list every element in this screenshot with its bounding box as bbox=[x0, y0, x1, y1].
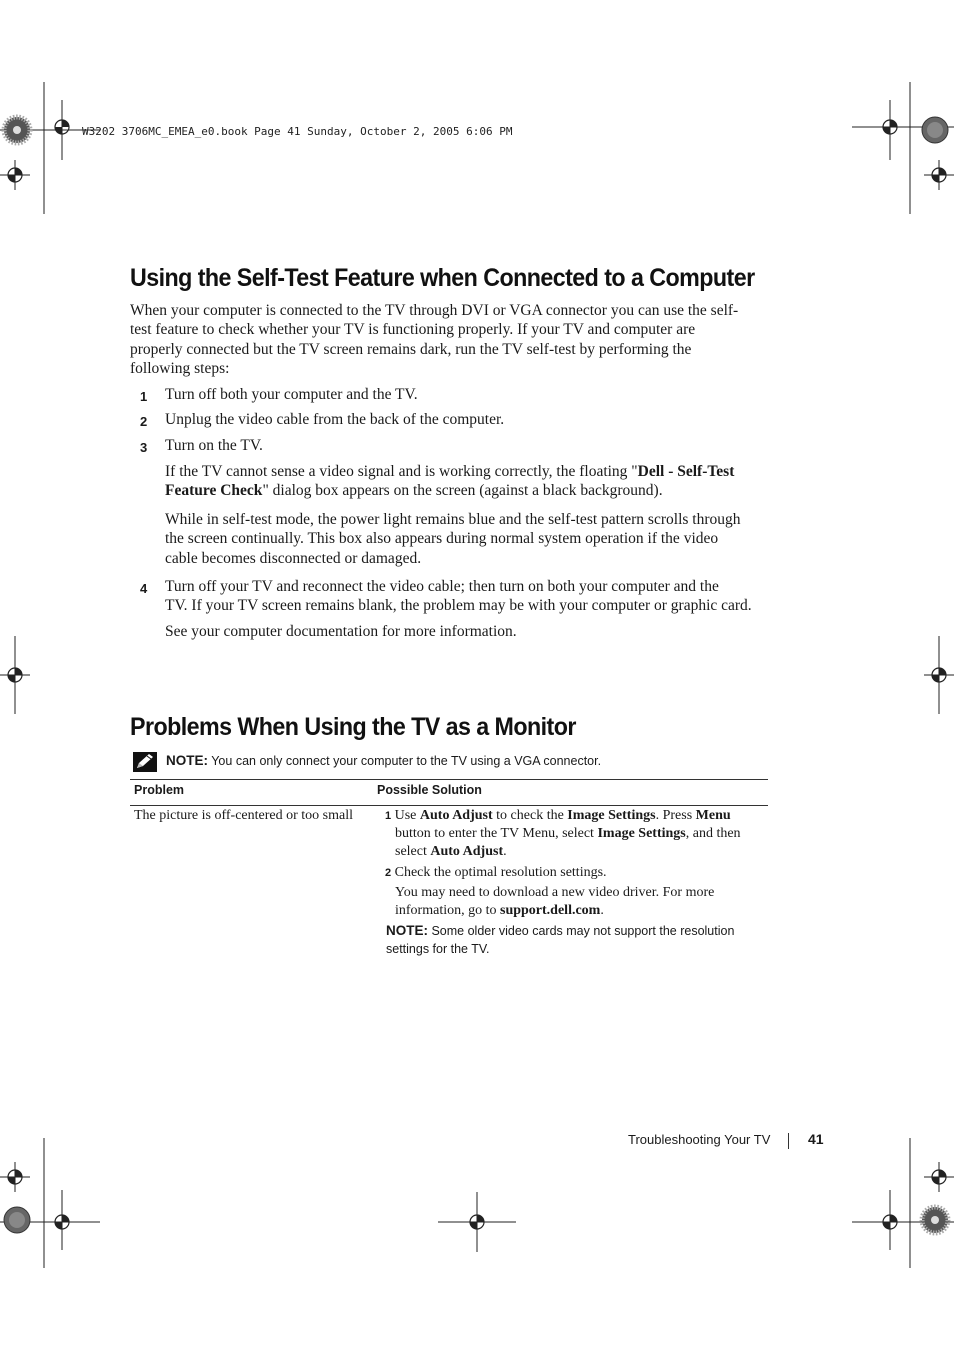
intro-line: following steps: bbox=[130, 359, 230, 377]
step3-paragraph-dialog bbox=[165, 462, 770, 501]
cell-solution-2 bbox=[385, 864, 765, 920]
solution-line bbox=[385, 843, 765, 861]
menu-term-bold: Auto Adjust bbox=[419, 808, 493, 823]
solution-line bbox=[385, 825, 765, 843]
step-4 bbox=[140, 577, 770, 617]
note-label: NOTE: bbox=[166, 753, 208, 768]
footer-section-name: Troubleshooting Your TV bbox=[628, 1132, 771, 1147]
step-number: 2 bbox=[140, 414, 148, 429]
solution-line bbox=[385, 864, 765, 882]
intro-line: When your computer is connected to the TV through DVI or VGA connector you can use the self- bbox=[130, 302, 739, 319]
cell-problem: The picture is off-centered or too small bbox=[134, 808, 353, 823]
step-text: Turn on the TV. bbox=[165, 437, 263, 454]
step-text bbox=[165, 577, 770, 616]
solution-number: 2 bbox=[385, 867, 392, 879]
step-number: 3 bbox=[140, 440, 148, 455]
step4-paragraph: See your computer documentation for more information. bbox=[165, 623, 517, 640]
paragraph-line bbox=[165, 481, 770, 500]
text-run: Check the optimal resolution settings. bbox=[391, 865, 607, 880]
text-run: . bbox=[600, 903, 604, 918]
dialog-name-bold: Dell - Self-Test bbox=[637, 463, 735, 480]
book-page-info: W3202 3706MC_EMEA_e0.book Page 41 Sunday, October 2, 2005 6:06 PM bbox=[82, 125, 513, 138]
step-text: Turn off both your computer and the TV. bbox=[165, 386, 418, 403]
note-label: NOTE: bbox=[386, 923, 428, 938]
paragraph-line: While in self-test mode, the power light remains blue and the self-test pattern scrolls through bbox=[165, 511, 741, 528]
note-text: You can only connect your computer to the TV using a VGA connector. bbox=[208, 754, 602, 768]
step-line: Turn off your TV and reconnect the video cable; then turn on both your computer and the bbox=[165, 578, 719, 595]
text-run: to check the bbox=[492, 808, 568, 823]
step-line: TV. If your TV screen remains blank, the problem may be with your computer or graphic card. bbox=[165, 597, 752, 615]
cell-solution-1 bbox=[385, 807, 765, 861]
intro-line: properly connected but the TV screen remains dark, run the TV self-test by performing the bbox=[130, 340, 692, 358]
step-number: 1 bbox=[140, 389, 148, 404]
cell-solution-note bbox=[386, 922, 766, 958]
text-run: select bbox=[395, 844, 431, 859]
table-top-rule bbox=[130, 779, 768, 780]
section-title-self-test: Using the Self-Test Feature when Connected to a Computer bbox=[130, 264, 755, 292]
solution-line: You may need to download a new video driver. For more bbox=[395, 885, 715, 900]
section-title-monitor-problems: Problems When Using the TV as a Monitor bbox=[130, 713, 576, 741]
step-text: Unplug the video cable from the back of the computer. bbox=[165, 411, 505, 428]
text-run: . Press bbox=[655, 808, 696, 823]
column-header-solution: Possible Solution bbox=[377, 783, 482, 797]
solution-line bbox=[385, 807, 765, 825]
column-header-problem: Problem bbox=[134, 783, 185, 797]
solution-line bbox=[385, 902, 765, 920]
note-line: settings for the TV. bbox=[386, 942, 490, 956]
intro-paragraph bbox=[130, 301, 770, 378]
dialog-name-bold: Feature Check bbox=[165, 482, 263, 500]
text-run: information, go to bbox=[395, 903, 500, 918]
menu-term-bold: Image Settings bbox=[567, 808, 656, 823]
page-number: 41 bbox=[808, 1131, 824, 1147]
support-url: support.dell.com bbox=[500, 903, 601, 918]
menu-term-bold: Menu bbox=[695, 808, 731, 823]
footer-divider bbox=[788, 1133, 789, 1149]
table-header-rule bbox=[130, 805, 768, 806]
note-pencil-icon bbox=[133, 752, 157, 772]
note-line bbox=[386, 922, 766, 940]
menu-term-bold: Image Settings bbox=[597, 826, 686, 841]
step3-paragraph-self-test-mode bbox=[165, 510, 770, 568]
solution-number: 1 bbox=[385, 810, 392, 822]
menu-term-bold: Auto Adjust bbox=[430, 844, 504, 859]
paragraph-line: cable becomes disconnected or damaged. bbox=[165, 549, 422, 567]
step-number: 4 bbox=[140, 581, 148, 596]
note-text: Some older video cards may not support the resolution bbox=[428, 924, 735, 938]
text-run: Use bbox=[391, 808, 420, 823]
intro-line: test feature to check whether your TV is functioning properly. If your TV and computer are bbox=[130, 321, 696, 339]
text-run: button to enter the TV Menu, select bbox=[395, 826, 598, 841]
note-vga bbox=[166, 753, 601, 768]
paragraph-line bbox=[165, 462, 770, 481]
text-run: , and then bbox=[685, 826, 741, 841]
paragraph-line: the screen continually. This box also appears during normal system operation if the video bbox=[165, 530, 719, 548]
text-run: . bbox=[503, 844, 507, 859]
text-run: If the TV cannot sense a video signal and is working correctly, the floating " bbox=[165, 463, 638, 480]
text-run: " dialog box appears on the screen (against a black background). bbox=[262, 482, 663, 500]
